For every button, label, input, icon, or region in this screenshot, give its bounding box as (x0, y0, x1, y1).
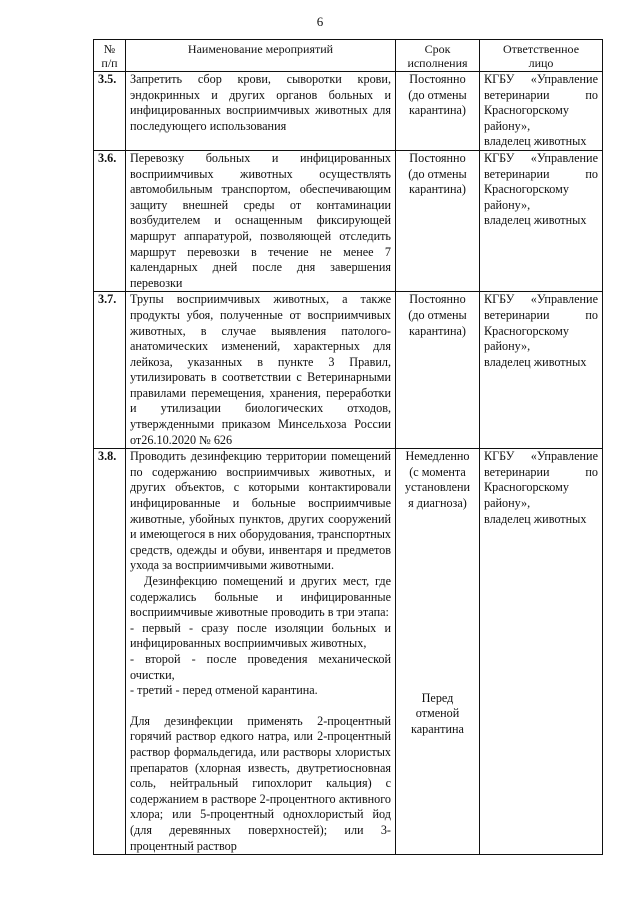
row-number: 3.5. (94, 72, 126, 151)
term-immediate: Немедленно (с момента установлени я диагноза) (404, 449, 471, 511)
row-measure: Трупы восприимчивых животных, а также продукты убоя, полученные от восприимчивых животных, в случае выявления патолого-анатомических изменений, характерных для лейкоза, указанных в пункте 3 Правил, утилизировать в соответствии с Ветеринарными правилами перемещения, хранения, переработки и утилизации биологических отходов, утвержденными приказом Минсельхоза России от26.10.2020 № 626 (126, 292, 396, 449)
page-number: 6 (316, 14, 324, 29)
row-term (396, 449, 480, 855)
table-row (94, 449, 603, 855)
row-number: 3.6. (94, 150, 126, 291)
measure-list-item: - второй - после проведения механической очистки, (130, 651, 391, 682)
header-term (396, 40, 480, 72)
table-header-row (94, 40, 603, 72)
measure-paragraph: Проводить дезинфекцию территории помещений по содержанию восприимчивых животных, и других объектов, с которыми контактировали инфицированные и больные восприимчивые животные, убойных пунктов, других сооружений и имеющегося в них оборудования, транспортных средств, одежды и обуви, инвентаря и предметов ухода за восприимчивыми животными. (130, 449, 391, 573)
table-row (94, 72, 603, 151)
row-responsible: КГБУ «Управление ветеринарии по Красногорскому району», владелец животных (480, 72, 603, 151)
row-responsible: КГБУ «Управление ветеринарии по Красногорскому району», владелец животных (480, 150, 603, 291)
term-before-quarantine-end: Перед отменой карантина (411, 690, 464, 736)
table-row (94, 150, 603, 291)
header-resp (480, 40, 603, 72)
row-term: Постоянно (до отмены карантина) (396, 72, 480, 151)
row-number: 3.8. (94, 449, 126, 855)
measure-paragraph: Для дезинфекции применять 2-процентный горячий раствор едкого натра, или 2-процентный раствор формальдегида, или растворы хлористых препаратов (хлорная известь, двутретиосновная соль, нейтральный гипохлорит кальция) с содержанием в растворе 2-процентного активного хлора; или 5-процентный однохлористый йод (для деревянных поверхностей); или 3-процентный раствор (130, 713, 391, 853)
header-name-text: Наименование мероприятий (187, 42, 334, 56)
table-row (94, 292, 603, 449)
measure-paragraph: Дезинфекцию помещений и других мест, где содержались больные и инфицированные восприимчивые животные проводить в три этапа: (130, 574, 391, 620)
row-number: 3.7. (94, 292, 126, 449)
row-term: Постоянно (до отмены карантина) (396, 292, 480, 449)
header-num-text: № п/п (101, 42, 118, 70)
row-responsible: КГБУ «Управление ветеринарии по Красногорскому району», владелец животных (480, 292, 603, 449)
header-term-text: Срок исполнения (407, 42, 468, 70)
header-resp-text: Ответственное лицо (502, 42, 580, 70)
row-responsible: КГБУ «Управление ветеринарии по Красногорскому району», владелец животных (480, 449, 603, 855)
measure-list-item: - третий - перед отменой карантина. (130, 683, 318, 698)
header-name (126, 40, 396, 72)
row-measure: Перевозку больных и инфицированных восприимчивых животных осуществлять автомобильным транспортом, обеспечивающим защиту внешней среды от контаминации возбудителем и оснащенным фиксирующей маршрут аппаратурой, позволяющей отследить маршрут перевозки в течение не менее 7 календарных дней после дня завершения перевозки (126, 150, 396, 291)
header-num (94, 40, 126, 72)
row-measure (126, 449, 396, 855)
measures-table (93, 39, 603, 855)
measure-list-item: - первый - сразу после изоляции больных и инфицированных восприимчивых животных, (130, 620, 391, 651)
row-term: Постоянно (до отмены карантина) (396, 150, 480, 291)
row-measure: Запретить сбор крови, сыворотки крови, эндокринных и других органов больных и инфицированных восприимчивых животных для последующего использования (126, 72, 396, 151)
